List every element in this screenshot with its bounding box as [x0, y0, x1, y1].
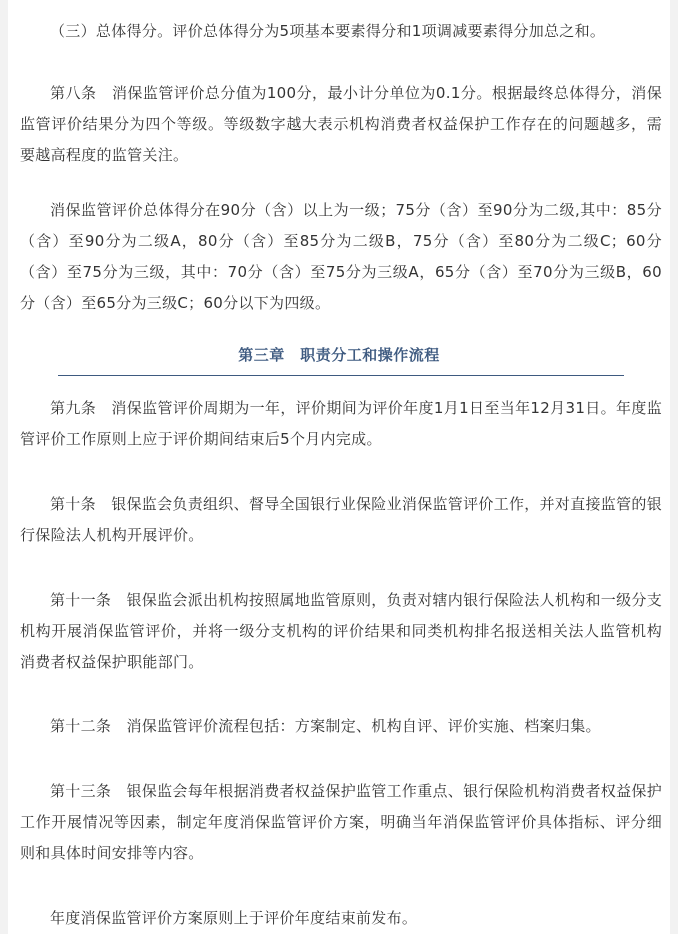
- chapter-title: 第三章 职责分工和操作流程: [238, 346, 440, 364]
- article-page: [8, 0, 670, 934]
- paragraph-article-9: 第九条 消保监管评价周期为一年，评价期间为评价年度1月1日至当年12月31日。年度监管评价工作原则上应于评价期间结束后5个月内完成。: [20, 399, 662, 448]
- paragraph-article-13: 第十三条 银保监会每年根据消费者权益保护监管工作重点、银行保险机构消费者权益保护工作开展情况等因素，制定年度消保监管评价方案，明确当年消保监管评价具体指标、评分细则和具体时间安排等内容。: [20, 782, 663, 862]
- chapter-divider: [58, 375, 624, 376]
- paragraph-plan-release: 年度消保监管评价方案原则上于评价年度结束前发布。: [50, 909, 418, 927]
- paragraph-article-8: 第八条 消保监管评价总分值为100分，最小计分单位为0.1分。根据最终总体得分，消保监管评价结果分为四个等级。等级数字越大表示机构消费者权益保护工作存在的问题越多，需要越高程度的监管关注。: [20, 84, 662, 164]
- paragraph-overall-score: （三）总体得分。评价总体得分为5项基本要素得分和1项调减要素得分加总之和。: [50, 22, 606, 40]
- paragraph-grade-levels: 消保监管评价总体得分在90分（含）以上为一级；75分（含）至90分为二级,其中：85分（含）至90分为二级A，80分（含）至85分为二级B，75分（含）至80分为二级C；60分（含）至75分为三级，其中：70分（含）至75分为三级A，65分（含）至70分为三级B，60分（含）至65分为三级C；60分以下为四级。: [20, 201, 662, 312]
- paragraph-article-12: 第十二条 消保监管评价流程包括：方案制定、机构自评、评价实施、档案归集。: [50, 717, 601, 735]
- paragraph-article-10: 第十条 银保监会负责组织、督导全国银行业保险业消保监管评价工作，并对直接监管的银行保险法人机构开展评价。: [20, 495, 663, 544]
- paragraph-article-11: 第十一条 银保监会派出机构按照属地监管原则，负责对辖内银行保险法人机构和一级分支机构开展消保监管评价，并将一级分支机构的评价结果和同类机构排名报送相关法人监管机构消费者权益保护职能部门。: [20, 591, 663, 671]
